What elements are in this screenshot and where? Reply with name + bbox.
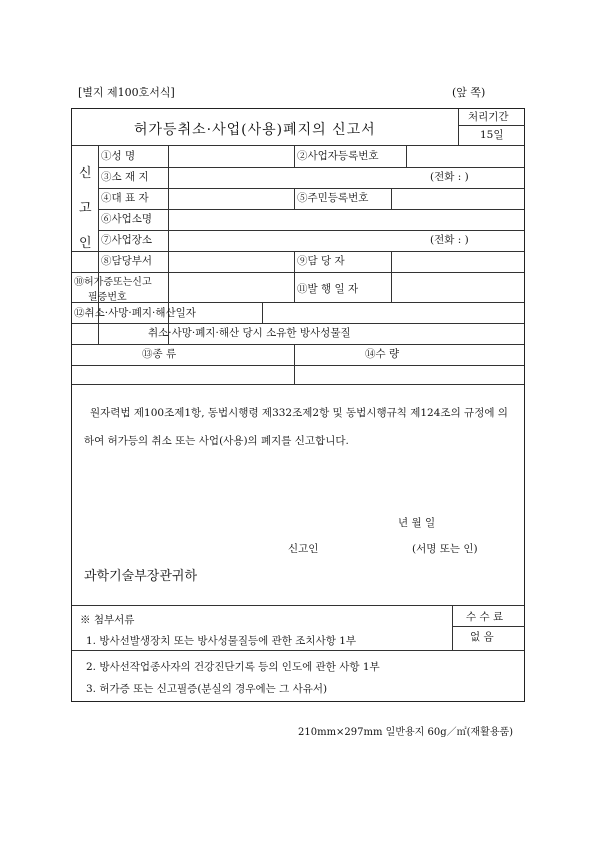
declaration-paragraph: 원자력법 제100조제1항, 동법시행령 제332조제2항 및 동법시행규칙 제124조의 규정에 의하여 허가등의 취소 또는 사업(사용)의 폐지를 신고합니다. bbox=[84, 407, 508, 447]
addressee: 과학기술부장관귀하 bbox=[84, 569, 198, 584]
processing-period-value: 15일 bbox=[480, 129, 504, 141]
material-kind-label: ⑬종 류 bbox=[142, 348, 177, 360]
attachment-item-2: 2. 방사선작업종사자의 건강진단기록 등의 인도에 관한 사항 1부 bbox=[86, 661, 380, 673]
applicant-side-char-2: 고 bbox=[79, 201, 92, 216]
permit-no-label-line1: ⑩허가증또는신고 bbox=[74, 277, 152, 288]
processing-period-label: 처리기간 bbox=[468, 111, 509, 123]
resident-no-label: ⑤주민등록번호 bbox=[297, 192, 369, 204]
person-in-charge-label: ⑨담 당 자 bbox=[297, 255, 345, 267]
fee-value: 없 음 bbox=[470, 631, 494, 643]
form-reference: [별지 제100호서식] bbox=[78, 86, 175, 99]
representative-label: ④대 표 자 bbox=[101, 192, 149, 204]
cancellation-date-label: ⑫취소·사망·폐지·해산일자 bbox=[74, 307, 196, 319]
date-line: 년 월 일 bbox=[398, 517, 436, 529]
business-place-phone: (전화 : ) bbox=[430, 234, 469, 246]
attachment-item-3: 3. 허가증 또는 신고필증(분실의 경우에는 그 사유서) bbox=[86, 683, 328, 695]
business-place-label: ⑦사업장소 bbox=[101, 234, 153, 246]
reporter-label: 신고인 bbox=[288, 543, 319, 555]
declaration-form bbox=[71, 108, 525, 702]
dept-label: ⑧담당부서 bbox=[101, 255, 153, 267]
materials-heading: 취소·사망·폐지·해산 당시 소유한 방사성물질 bbox=[148, 327, 351, 339]
address-label: ③소 재 지 bbox=[101, 171, 149, 183]
page-side-label: (앞 쪽) bbox=[452, 86, 486, 99]
material-quantity-label: ⑭수 량 bbox=[365, 348, 400, 360]
applicant-side-char-3: 인 bbox=[79, 236, 92, 251]
signature-label: (서명 또는 인) bbox=[412, 543, 478, 555]
attachment-item-1: 1. 방사선발생장치 또는 방사성물질등에 관한 조치사항 1부 bbox=[86, 635, 357, 647]
issue-date-label: ⑪발 행 일 자 bbox=[297, 283, 359, 295]
business-reg-no-label: ②사업자등록번호 bbox=[297, 150, 379, 162]
paper-spec-footer: 210mm×297mm 일반용지 60g／㎡(재활용품) bbox=[298, 727, 514, 738]
address-phone: (전화 : ) bbox=[430, 171, 469, 183]
attachments-heading: ※ 첨부서류 bbox=[80, 614, 135, 626]
name-label: ①성 명 bbox=[101, 150, 136, 162]
form-title: 허가등취소·사업(사용)폐지의 신고서 bbox=[134, 122, 376, 138]
fee-label: 수 수 료 bbox=[466, 611, 504, 623]
business-name-label: ⑥사업소명 bbox=[101, 213, 153, 225]
permit-no-label-line2: 필증번호 bbox=[88, 292, 127, 303]
applicant-side-char-1: 신 bbox=[79, 166, 92, 181]
